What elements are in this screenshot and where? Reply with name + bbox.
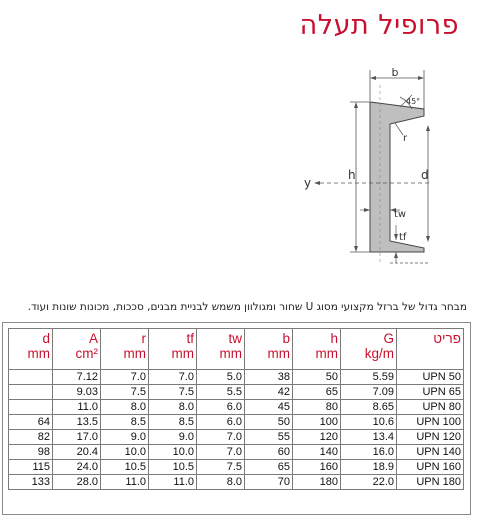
table-cell-b: 60 <box>245 445 293 460</box>
table-cell-r: 7.5 <box>101 385 149 400</box>
table-cell-part: UPN 65 <box>397 385 464 400</box>
table-cell-part: UPN 80 <box>397 400 464 415</box>
tf-label: tf <box>399 232 407 243</box>
table-cell-h: 180 <box>293 475 341 490</box>
table-cell-tf: 10.5 <box>149 460 197 475</box>
page-title: פרופיל תעלה <box>299 10 459 41</box>
table-cell-G: 5.59 <box>341 370 397 385</box>
table-cell-G: 8.65 <box>341 400 397 415</box>
table-cell-part: UPN 100 <box>397 415 464 430</box>
axis-y-label: y <box>304 176 312 190</box>
table-cell-b: 45 <box>245 400 293 415</box>
table-cell-tw: 6.0 <box>197 415 245 430</box>
column-header-d <box>9 329 53 370</box>
column-header-unit: kg/m <box>364 346 394 361</box>
table-cell-A: 11.0 <box>53 400 101 415</box>
table-row <box>9 385 464 400</box>
table-cell-tf: 7.5 <box>149 385 197 400</box>
table-cell-r: 10.5 <box>101 460 149 475</box>
table-cell-G: 7.09 <box>341 385 397 400</box>
table-cell-b: 55 <box>245 430 293 445</box>
table-cell-G: 16.0 <box>341 445 397 460</box>
column-header-symbol: d <box>42 331 50 346</box>
table-cell-tf: 9.0 <box>149 430 197 445</box>
column-header-symbol: h <box>330 331 338 346</box>
column-header-unit: mm <box>315 346 338 361</box>
column-header-part <box>397 329 464 370</box>
table-cell-b: 42 <box>245 385 293 400</box>
column-header-symbol: פריט <box>433 331 461 346</box>
column-header-tf <box>149 329 197 370</box>
table-row <box>9 400 464 415</box>
table-cell-r: 9.0 <box>101 430 149 445</box>
table-cell-A: 13.5 <box>53 415 101 430</box>
column-header-b <box>245 329 293 370</box>
table-cell-part: UPN 140 <box>397 445 464 460</box>
table-cell-tw: 5.0 <box>197 370 245 385</box>
table-cell-A: 17.0 <box>53 430 101 445</box>
table-cell-tw: 5.5 <box>197 385 245 400</box>
table-cell-tw: 7.5 <box>197 460 245 475</box>
column-header-unit: mm <box>267 346 290 361</box>
table-row <box>9 430 464 445</box>
column-header-A <box>53 329 101 370</box>
table-cell-tw: 6.0 <box>197 400 245 415</box>
table-cell-G: 13.4 <box>341 430 397 445</box>
table-cell-d: 115 <box>9 460 53 475</box>
angle-label: 45° <box>406 97 421 106</box>
table-cell-d: 64 <box>9 415 53 430</box>
table-cell-r: 8.5 <box>101 415 149 430</box>
table-cell-G: 10.6 <box>341 415 397 430</box>
column-header-symbol: G <box>383 331 394 346</box>
table-cell-part: UPN 50 <box>397 370 464 385</box>
table-cell-d: 133 <box>9 475 53 490</box>
table-cell-h: 100 <box>293 415 341 430</box>
tw-label: tw <box>394 209 407 220</box>
table-cell-d: 98 <box>9 445 53 460</box>
table-cell-b: 70 <box>245 475 293 490</box>
table-cell-tf: 11.0 <box>149 475 197 490</box>
column-header-symbol: r <box>141 331 146 346</box>
column-header-r <box>101 329 149 370</box>
table-cell-tf: 10.0 <box>149 445 197 460</box>
table-cell-part: UPN 120 <box>397 430 464 445</box>
table-cell-h: 140 <box>293 445 341 460</box>
channel-profile-diagram <box>300 65 470 280</box>
table-cell-G: 18.9 <box>341 460 397 475</box>
table-row <box>9 415 464 430</box>
table-cell-tw: 7.0 <box>197 430 245 445</box>
column-header-symbol: b <box>282 331 290 346</box>
table-cell-tw: 8.0 <box>197 475 245 490</box>
table-row <box>9 370 464 385</box>
table-cell-part: UPN 180 <box>397 475 464 490</box>
table-cell-b: 50 <box>245 415 293 430</box>
table-row <box>9 475 464 490</box>
table-cell-d <box>9 400 53 415</box>
column-header-tw <box>197 329 245 370</box>
table-header-row <box>9 329 464 370</box>
spec-table <box>8 328 464 490</box>
table-cell-A: 7.12 <box>53 370 101 385</box>
column-header-unit: mm <box>123 346 146 361</box>
table-cell-r: 11.0 <box>101 475 149 490</box>
table-cell-d <box>9 370 53 385</box>
table-cell-tw: 7.0 <box>197 445 245 460</box>
table-cell-tf: 8.0 <box>149 400 197 415</box>
table-cell-h: 120 <box>293 430 341 445</box>
table-cell-r: 7.0 <box>101 370 149 385</box>
column-header-symbol: tf <box>186 331 194 346</box>
dim-d-label: d <box>421 168 429 182</box>
table-cell-b: 65 <box>245 460 293 475</box>
table-cell-h: 80 <box>293 400 341 415</box>
column-header-G <box>341 329 397 370</box>
table-cell-h: 50 <box>293 370 341 385</box>
dim-h-label: h <box>348 168 356 182</box>
table-cell-tf: 7.0 <box>149 370 197 385</box>
column-header-symbol: A <box>88 331 98 346</box>
column-header-unit: cm² <box>75 346 98 361</box>
column-header-symbol: tw <box>228 331 242 346</box>
table-cell-A: 20.4 <box>53 445 101 460</box>
table-cell-A: 28.0 <box>53 475 101 490</box>
table-cell-A: 9.03 <box>53 385 101 400</box>
column-header-unit: mm <box>171 346 194 361</box>
table-cell-part: UPN 160 <box>397 460 464 475</box>
column-header-unit: mm <box>219 346 242 361</box>
table-cell-h: 65 <box>293 385 341 400</box>
table-cell-d: 82 <box>9 430 53 445</box>
table-cell-G: 22.0 <box>341 475 397 490</box>
table-row <box>9 460 464 475</box>
product-description: מבחר גדול של ברזל מקצועי מסוג U שחור ומגולוון משמש לבניית מבנים, סככות, מכונות שונות ועוד. <box>27 301 467 313</box>
channel-section-shape <box>370 102 424 252</box>
radius-label: r <box>403 133 408 144</box>
table-cell-d <box>9 385 53 400</box>
column-header-h <box>293 329 341 370</box>
table-cell-tf: 8.5 <box>149 415 197 430</box>
table-row <box>9 445 464 460</box>
spec-table-frame <box>2 322 471 515</box>
column-header-unit: mm <box>27 346 50 361</box>
table-cell-A: 24.0 <box>53 460 101 475</box>
table-cell-b: 38 <box>245 370 293 385</box>
table-cell-h: 160 <box>293 460 341 475</box>
table-cell-r: 10.0 <box>101 445 149 460</box>
dim-b-label: b <box>391 66 399 79</box>
table-cell-r: 8.0 <box>101 400 149 415</box>
